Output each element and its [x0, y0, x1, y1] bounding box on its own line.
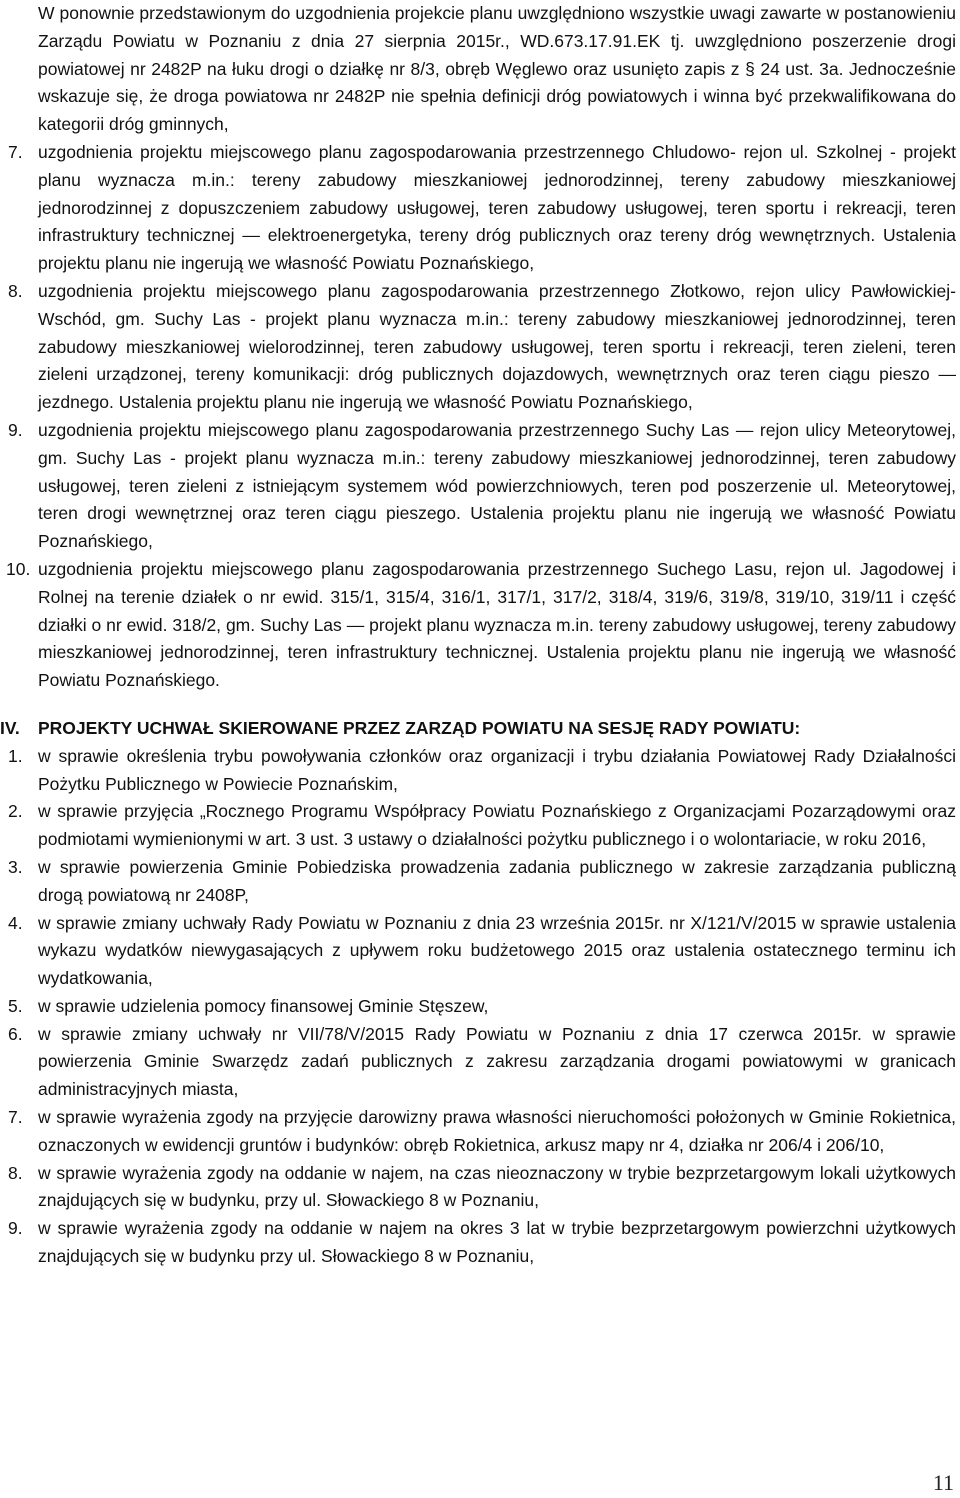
list-item-number: 9. [8, 1218, 23, 1239]
list-item-text: w sprawie wyrażenia zgody na oddanie w najem na okres 3 lat w trybie bezprzetargowym powierzchni użytkowych znajdujących się w budynku przy ul. Słowackiego 8 w Poznaniu, [38, 1218, 956, 1267]
list-item-number: 9. [8, 419, 23, 440]
section-number: IV. [0, 717, 20, 738]
page-number: 11 [932, 1470, 954, 1495]
list-item [8, 1160, 956, 1216]
list-item-text: w sprawie wyrażenia zgody na przyjęcie darowizny prawa własności nieruchomości położonych w Gminie Rokietnica, oznaczonych w ewidencji gruntów i budynków: obręb Rokietnica, arkusz mapy nr 4, działka nr 206/4 i 206/10, [38, 1107, 956, 1155]
section-heading [0, 715, 956, 743]
list-item [8, 139, 956, 278]
resolutions-list [8, 743, 956, 1271]
planning-agreements-list [6, 139, 956, 695]
list-item-text: uzgodnienia projektu miejscowego planu zagospodarowania przestrzennego Suchego Lasu, rejon ul. Jagodowej i Rolnej na terenie działek o nr ewid. 315/1, 315/4, 316/1, 317/1, 317/2, 318/4, 319/6, 319/8, 319/10, 319/11 i część działki o nr ewid. 318/2, gm. Suchy Las — projekt planu wyznacza m.in. tereny zabudowy usługowej, tereny zabudowy mieszkaniowej jednorodzinnej, teren infrastruktury technicznej. Ustalenia projektu planu nie ingerują we własność Powiatu Poznańskiego. [38, 558, 956, 691]
list-item [8, 743, 956, 799]
list-item-number: 7. [8, 141, 23, 162]
list-item-number: 6. [8, 1023, 23, 1044]
list-item-number: 3. [8, 856, 23, 877]
list-item [8, 1104, 956, 1160]
list-item [6, 556, 956, 695]
list-item-text: w sprawie zmiany uchwały nr VII/78/V/2015 Rady Powiatu w Poznaniu z dnia 17 czerwca 2015r. w sprawie powierzenia Gminie Swarzędz zadań publicznych z zakresu zarządzania drogami powiatowymi w granicach administracyjnych miasta, [38, 1023, 956, 1100]
list-item-number: 10. [6, 558, 31, 579]
list-item-number: 2. [8, 801, 23, 822]
list-item [8, 417, 956, 556]
list-item [8, 798, 956, 854]
list-item-text: uzgodnienia projektu miejscowego planu zagospodarowania przestrzennego Złotkowo, rejon ulicy Pawłowickiej-Wschód, gm. Suchy Las - projekt planu wyznacza m.in.: tereny zabudowy mieszkaniowej jednorodzinnej, teren zabudowy mieszkaniowej wielorodzinnej, teren zabudowy usługowej, teren sportu i rekreacji, teren zieleni, teren zieleni urządzonej, tereny komunikacji: dróg publicznych dojazdowych, wewnętrznych oraz teren ciągu pieszo — jezdnego. Ustalenia projektu planu nie ingerują we własność Powiatu Poznańskiego, [38, 280, 956, 413]
list-item-number: 7. [8, 1107, 23, 1128]
list-item-text: w sprawie zmiany uchwały Rady Powiatu w Poznaniu z dnia 23 września 2015r. nr X/121/V/2015 w sprawie ustalenia wykazu wydatków niewygasających z upływem roku budżetowego 2015 oraz ustalenia ostatecznego terminu ich wydatkowania, [38, 912, 956, 989]
list-item [8, 993, 956, 1021]
list-item-text: uzgodnienia projektu miejscowego planu zagospodarowania przestrzennego Suchy Las — rejon ulicy Meteorytowej, gm. Suchy Las - projekt planu wyznacza m.in.: tereny zabudowy mieszkaniowej jednorodzinnej, teren zabudowy usługowej, teren zieleni z istniejącym systemem wód powierzchniowych, teren pod poszerzenie ul. Meteorytowej, teren drogi wewnętrznej oraz teren ciągu pieszego. Ustalenia projektu planu nie ingerują we własność Powiatu Poznańskiego, [38, 419, 956, 552]
list-item-number: 1. [8, 745, 23, 766]
list-item-text: w sprawie powierzenia Gminie Pobiedziska prowadzenia zadania publicznego w zakresie zarządzania publiczną drogą powiatową nr 2408P, [38, 856, 956, 905]
list-item-number: 8. [8, 280, 23, 301]
list-item [8, 278, 956, 417]
list-item [8, 910, 956, 993]
list-item-text: w sprawie wyrażenia zgody na oddanie w najem, na czas nieoznaczony w trybie bezprzetargowym lokali użytkowych znajdujących się w budynku, przy ul. Słowackiego 8 w Poznaniu, [38, 1162, 956, 1211]
list-item-number: 4. [8, 912, 23, 933]
intro-paragraph: W ponownie przedstawionym do uzgodnienia projekcie planu uwzględniono wszystkie uwagi zawarte w postanowieniu Zarządu Powiatu w Poznaniu z dnia 27 sierpnia 2015r., WD.673.17.91.EK tj. uwzględniono poszerzenie drogi powiatowej nr 2482P na łuku drogi o działkę nr 8/3, obręb Węglewo oraz usunięto zapis z § 24 ust. 3a. Jednocześnie wskazuje się, że droga powiatowa nr 2482P nie spełnia definicji dróg powiatowych i winna być przekwalifikowana do kategorii dróg gminnych, [38, 3, 956, 135]
list-item [8, 1215, 956, 1271]
section-title: PROJEKTY UCHWAŁ SKIEROWANE PRZEZ ZARZĄD POWIATU NA SESJĘ RADY POWIATU: [38, 717, 801, 738]
list-item-text: w sprawie udzielenia pomocy finansowej Gminie Stęszew, [38, 995, 489, 1016]
list-item [8, 1021, 956, 1104]
list-item-text: w sprawie określenia trybu powoływania członków oraz organizacji i trybu działania Powiatowej Rady Działalności Pożytku Publicznego w Powiecie Poznańskim, [38, 745, 956, 794]
list-item-text: uzgodnienia projektu miejscowego planu zagospodarowania przestrzennego Chludowo- rejon ul. Szkolnej - projekt planu wyznacza m.in.: tereny zabudowy mieszkaniowej jednorodzinnej, tereny zabudowy mieszkaniowej jednorodzinnej z dopuszczeniem zabudowy usługowej, teren zabudowy usługowej, teren sportu i rekreacji, teren infrastruktury technicznej — elektroenergetyka, tereny dróg publicznych oraz tereny dróg wewnętrznych. Ustalenia projektu planu nie ingerują we własność Powiatu Poznańskiego, [38, 141, 956, 274]
list-item-number: 5. [8, 995, 23, 1016]
list-item-text: w sprawie przyjęcia „Rocznego Programu Współpracy Powiatu Poznańskiego z Organizacjami Pozarządowymi oraz podmiotami wymienionymi w art. 3 ust. 3 ustawy o działalności pożytku publicznego i o wolontariacie, w roku 2016, [38, 801, 956, 850]
list-item [8, 854, 956, 910]
list-item-number: 8. [8, 1162, 23, 1183]
